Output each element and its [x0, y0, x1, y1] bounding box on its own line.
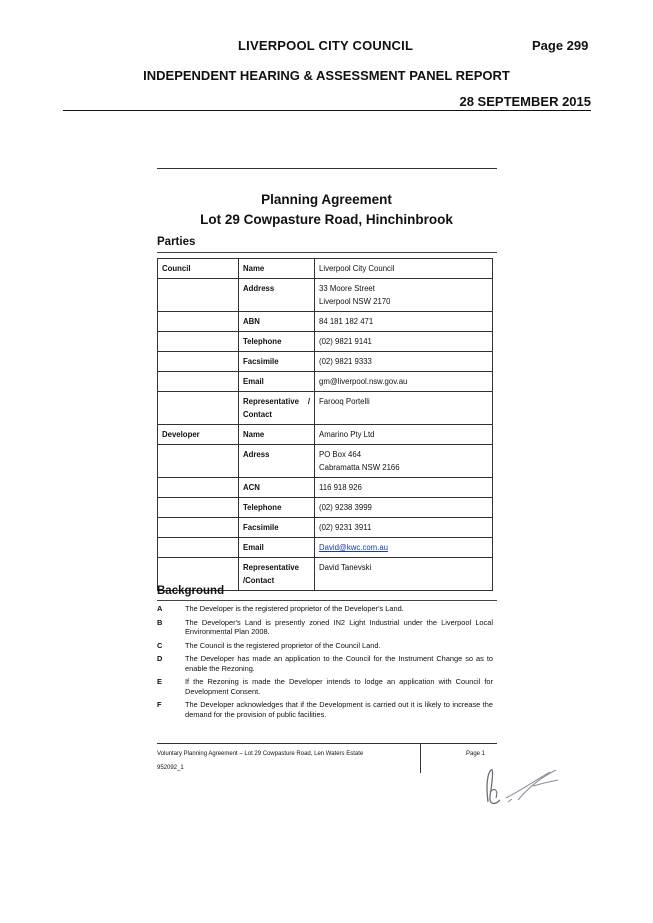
item-letter: E — [157, 677, 162, 686]
background-list — [157, 604, 493, 723]
item-text: If the Rezoning is made the Developer intends to lodge an application with Council for Development Consent. — [185, 677, 493, 696]
table-row — [158, 538, 493, 558]
table-row — [158, 518, 493, 538]
panel-heading: INDEPENDENT HEARING & ASSESSMENT PANEL REPORT — [143, 68, 510, 83]
header-divider — [63, 110, 591, 111]
table-row — [158, 425, 493, 445]
document-top-divider — [157, 168, 497, 169]
item-letter: A — [157, 604, 163, 613]
table-row — [158, 445, 493, 478]
document-title: Planning Agreement — [261, 192, 392, 207]
party-label-council: Council — [158, 259, 239, 279]
table-row — [158, 332, 493, 352]
list-item — [157, 604, 493, 614]
list-item — [157, 700, 493, 719]
footer-reference: 952092_1 — [157, 765, 184, 771]
table-row — [158, 498, 493, 518]
list-item — [157, 641, 493, 651]
list-item — [157, 654, 493, 673]
table-row — [158, 279, 493, 312]
item-letter: D — [157, 654, 163, 663]
item-text: The Developer is the registered proprietor of the Developer's Land. — [185, 604, 404, 613]
field-label-slash: / — [307, 397, 310, 406]
footer-page-number: Page 1 — [466, 751, 486, 757]
field-label: Representative — [243, 397, 299, 406]
field-label: ACN — [239, 478, 315, 498]
field-label: Telephone — [239, 332, 315, 352]
council-name: Liverpool City Council — [315, 259, 493, 279]
field-label: Address — [239, 279, 315, 312]
item-text: The Council is the registered proprietor of the Council Land. — [185, 640, 381, 650]
council-telephone: (02) 9821 9141 — [315, 332, 493, 352]
council-contact: Farooq Portelli — [315, 392, 493, 425]
developer-telephone: (02) 9238 3999 — [315, 498, 493, 518]
council-address-line1: 33 Moore Street — [319, 284, 375, 293]
developer-address-line2: Cabramatta NSW 2166 — [319, 463, 400, 472]
page-number: Page 299 — [532, 38, 589, 53]
field-label: Email — [239, 538, 315, 558]
field-label: Telephone — [239, 498, 315, 518]
document-subtitle: Lot 29 Cowpasture Road, Hinchinbrook — [200, 212, 453, 227]
table-row — [158, 392, 493, 425]
background-heading: Background — [157, 585, 225, 597]
council-email: gm@liverpool.nsw.gov.au — [315, 372, 493, 392]
developer-email-link[interactable]: David@kwc.com.au — [319, 543, 389, 552]
item-text: The Developer's Land is presently zoned IN2 Light Industrial under the Liverpool Local Environmental Plan 2008. — [185, 617, 493, 636]
council-facsimile: (02) 9821 9333 — [315, 352, 493, 372]
table-row — [158, 372, 493, 392]
developer-address-line1: PO Box 464 — [319, 450, 362, 459]
footer-vertical-divider — [420, 743, 421, 773]
developer-name: Amarino Pty Ltd — [315, 425, 493, 445]
field-label: Email — [239, 372, 315, 392]
background-divider — [157, 600, 497, 601]
item-letter: F — [157, 700, 162, 709]
field-label: Representative — [243, 563, 299, 572]
developer-acn: 116 918 926 — [315, 478, 493, 498]
footer-divider — [157, 743, 497, 744]
field-label: Facsimile — [239, 352, 315, 372]
handwritten-signature — [478, 762, 568, 812]
parties-heading: Parties — [157, 236, 196, 248]
table-row — [158, 478, 493, 498]
council-heading: LIVERPOOL CITY COUNCIL — [238, 38, 414, 53]
table-row — [158, 312, 493, 332]
field-label: Facsimile — [239, 518, 315, 538]
item-text: The Developer acknowledges that if the Development is carried out it is likely to increase the demand for the provision of public facilities. — [185, 700, 493, 719]
developer-facsimile: (02) 9231 3911 — [315, 518, 493, 538]
council-address-line2: Liverpool NSW 2170 — [319, 297, 391, 306]
list-item — [157, 618, 493, 637]
parties-divider — [157, 252, 497, 253]
list-item — [157, 677, 493, 696]
parties-table — [157, 258, 493, 591]
item-letter: B — [157, 617, 163, 627]
item-text: The Developer has made an application to the Council for the Instrument Change so as to enable the Rezoning. — [185, 654, 493, 673]
table-row — [158, 352, 493, 372]
field-label: Name — [239, 259, 315, 279]
footer-document-title: Voluntary Planning Agreement – Lot 29 Cowpasture Road, Len Waters Estate — [157, 751, 364, 757]
party-label-developer: Developer — [158, 425, 239, 445]
developer-contact: David Tanevski — [315, 558, 493, 591]
report-date: 28 SEPTEMBER 2015 — [459, 94, 591, 109]
council-abn: 84 181 182 471 — [315, 312, 493, 332]
field-label: ABN — [239, 312, 315, 332]
field-label: /Contact — [243, 576, 275, 585]
field-label: Name — [239, 425, 315, 445]
table-row — [158, 259, 493, 279]
field-label: Adress — [239, 445, 315, 478]
item-letter: C — [157, 640, 163, 650]
field-label: Contact — [243, 410, 273, 419]
